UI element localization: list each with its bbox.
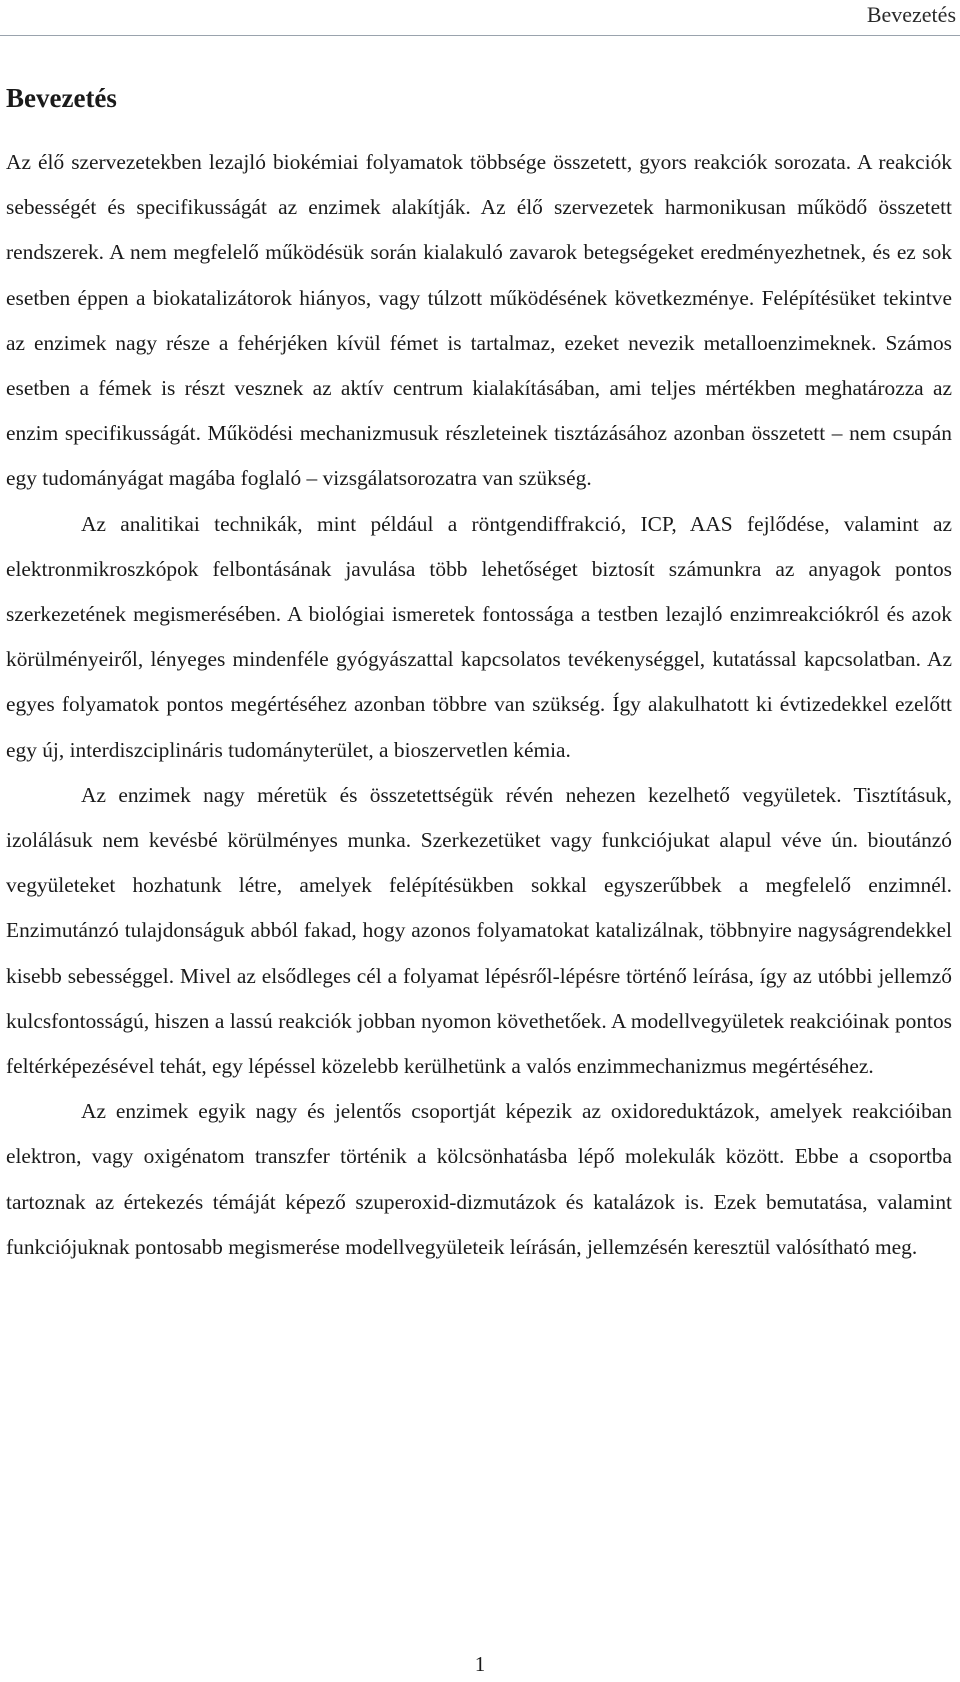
paragraph-4: Az enzimek egyik nagy és jelentős csoportját képezik az oxidoreduktázok, amelyek reakcióiban elektron, vagy oxigénatom transzfer történik a kölcsönhatásba lépő molekulák között. Ebbe a csoportba tartoznak az értekezés témáját képező szuperoxid-dizmutázok és katalázok is. Ezek bemutatása, valamint funkciójuknak pontosabb megismerése modellvegyületeik leírásán, jellemzésén keresztül valósítható meg.: [6, 1099, 952, 1259]
paragraph-2: Az analitikai technikák, mint például a röntgendiffrakció, ICP, AAS fejlődése, valamint az elektronmikroszkópok felbontásának javulása több lehetőséget biztosít számunkra az anyagok pontos szerkezetének megismerésében. A biológiai ismeretek fontossága a testben lezajló enzimreakciókról és azok körülményeiről, lényeges mindenféle gyógyászattal kapcsolatos tevékenységgel, kutatással kapcsolatban. Az egyes folyamatok pontos megértéséhez azonban többre van szükség. Így alakulhatott ki évtizedekkel ezelőtt egy új, interdiszciplináris tudományterület, a bioszervetlen kémia.: [6, 511, 952, 762]
paragraph-1: Az élő szervezetekben lezajló biokémiai folyamatok többsége összetett, gyors reakciók sorozata. A reakciók sebességét és specifikusságát az enzimek alakítják. Az élő szervezetek harmonikusan működő összetett rendszerek. A nem megfelelő működésük során kialakuló zavarok betegségeket eredményezhetnek, és ez sok esetben éppen a biokatalizátorok hiányos, vagy túlzott működésének következménye. Felépítésüket tekintve az enzimek nagy része a fehérjéken kívül fémet is tartalmaz, ezeket nevezik metalloenzimeknek. Számos esetben a fémek is részt vesznek az aktív centrum kialakításában, ami teljes mértékben meghatározza az enzim specifikusságát. Működési mechanizmusuk részleteinek tisztázásához azonban összetett – nem csupán egy tudományágat magába foglaló – vizsgálatsorozatra van szükség.: [6, 150, 952, 491]
running-header: [0, 0, 960, 36]
running-header-title: Bevezetés: [866, 2, 956, 27]
page-content: [6, 76, 952, 1270]
section-heading: Bevezetés: [6, 83, 117, 113]
paragraph-3: Az enzimek nagy méretük és összetettségük révén nehezen kezelhető vegyületek. Tisztításuk, izolálásuk nem kevésbé körülményes munka. Szerkezetüket vagy funkciójukat alapul véve ún. bioutánzó vegyületeket hozhatunk létre, amelyek felépítésükben sokkal egyszerűbbek a megfelelő enzimnél. Enzimutánzó tulajdonságuk abból fakad, hogy azonos folyamatokat katalizálnak, többnyire nagyságrendekkel kisebb sebességgel. Mivel az elsődleges cél a folyamat lépésről-lépésre történő leírása, így az utóbbi jellemző kulcsfontosságú, hiszen a lassú reakciók jobban nyomon követhetőek. A modellvegyületek reakcióinak pontos feltérképezésével tehát, egy lépéssel közelebb kerülhetünk a valós enzimmechanizmus megértéséhez.: [6, 782, 952, 1079]
page-number: 1: [474, 1652, 486, 1676]
